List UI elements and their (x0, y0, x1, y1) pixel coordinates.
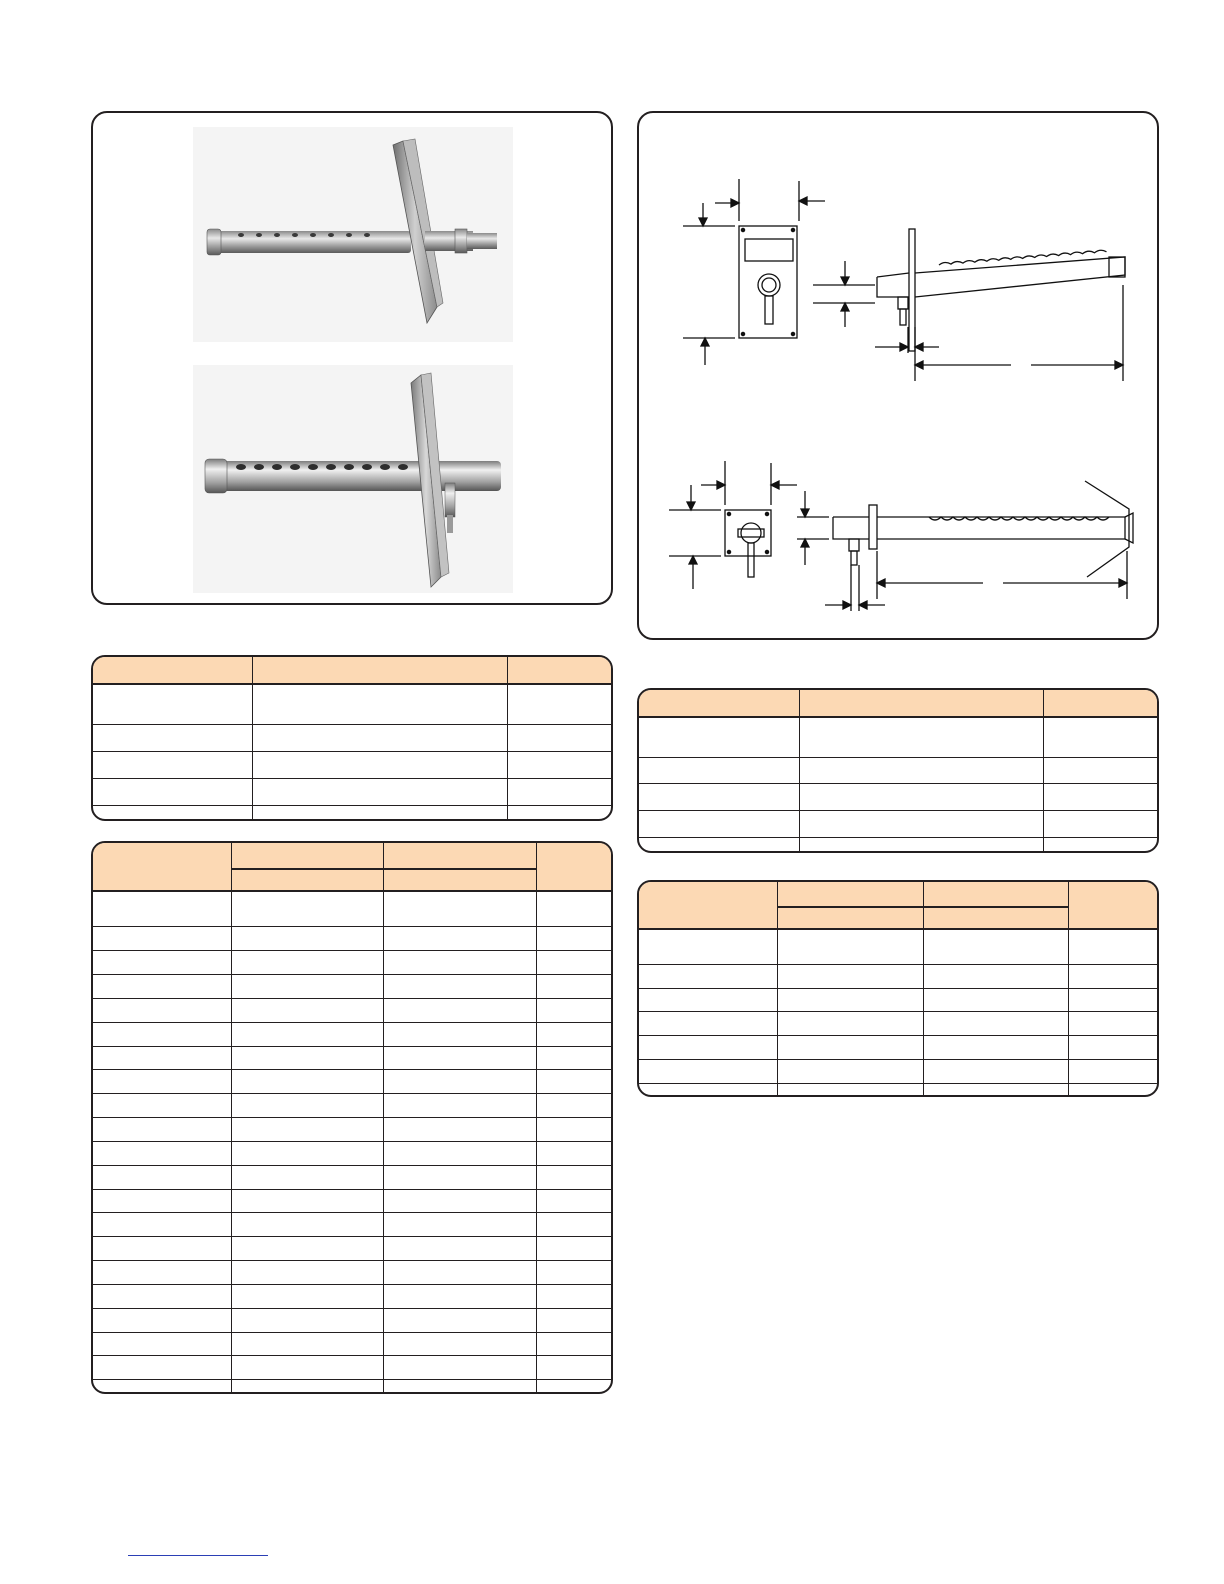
table-cell (639, 838, 799, 851)
table-cell (93, 779, 252, 806)
header-cell (923, 882, 1068, 907)
table-cell (777, 1012, 923, 1036)
table-cell (1068, 1083, 1157, 1095)
table-cell (777, 1059, 923, 1083)
header-cell (252, 657, 507, 684)
left-spec-table (91, 655, 613, 821)
right-spec-table (637, 688, 1159, 853)
header-cell (93, 657, 252, 684)
table-cell (252, 806, 507, 820)
table-cell (923, 1036, 1068, 1060)
table-cell (93, 1284, 231, 1308)
table-cell (231, 1046, 383, 1070)
table-cell (507, 779, 611, 806)
table-cell (93, 1141, 231, 1165)
table-cell (231, 951, 383, 975)
table-cell (231, 1261, 383, 1285)
table-cell (777, 1083, 923, 1095)
table-cell (1043, 757, 1157, 784)
table-cell (93, 1380, 231, 1392)
table-cell (93, 1094, 231, 1118)
front-and-side-view-drawing-a (639, 113, 1159, 640)
header-cell (383, 843, 536, 869)
table-cell (536, 1284, 611, 1308)
table-cell (93, 1118, 231, 1142)
photo-panel (91, 111, 613, 605)
table-cell (536, 1094, 611, 1118)
table-cell (383, 1070, 536, 1094)
table-cell (383, 1118, 536, 1142)
table-cell (536, 1380, 611, 1392)
table-cell (1068, 929, 1157, 965)
table-cell (231, 1356, 383, 1380)
header-cell (923, 907, 1068, 929)
table-cell (639, 988, 777, 1012)
table-cell (639, 1012, 777, 1036)
header-cell (639, 882, 777, 929)
table-cell (383, 1261, 536, 1285)
table-cell (93, 752, 252, 779)
table-cell (383, 1022, 536, 1046)
header-cell (231, 869, 383, 891)
table-cell (1068, 1012, 1157, 1036)
table-cell (93, 1022, 231, 1046)
table-cell (536, 1308, 611, 1332)
table-cell (536, 1213, 611, 1237)
table-cell (383, 927, 536, 951)
table-cell (93, 1070, 231, 1094)
table-cell (383, 1308, 536, 1332)
table-cell (1043, 838, 1157, 851)
table-cell (231, 1213, 383, 1237)
table-cell (383, 1356, 536, 1380)
table-cell (93, 974, 231, 998)
table-cell (231, 1070, 383, 1094)
table-cell (93, 1356, 231, 1380)
header-cell (231, 843, 383, 869)
table-cell (1068, 988, 1157, 1012)
table-cell (383, 998, 536, 1022)
table-cell (93, 951, 231, 975)
table-cell (639, 757, 799, 784)
header-cell (777, 907, 923, 929)
table-cell (93, 1332, 231, 1356)
table-cell (639, 717, 799, 757)
table-cell (536, 1189, 611, 1213)
table-cell (252, 684, 507, 725)
table-cell (383, 1165, 536, 1189)
table-cell (93, 1261, 231, 1285)
table-cell (1068, 965, 1157, 989)
header-cell (93, 843, 231, 891)
table-cell (777, 988, 923, 1012)
table-cell (799, 757, 1043, 784)
table-cell (383, 1094, 536, 1118)
table-cell (639, 1083, 777, 1095)
table-cell (93, 1165, 231, 1189)
table-cell (639, 1059, 777, 1083)
header-cell (1068, 882, 1157, 929)
table-cell (639, 1036, 777, 1060)
table-cell (383, 974, 536, 998)
table-cell (93, 927, 231, 951)
table-cell (383, 1332, 536, 1356)
table-cell (536, 1165, 611, 1189)
burner-photo-top (193, 127, 513, 342)
table-cell (231, 998, 383, 1022)
table-cell (923, 988, 1068, 1012)
table-cell (231, 1022, 383, 1046)
table-cell (536, 1046, 611, 1070)
table-cell (639, 929, 777, 965)
header-cell (383, 869, 536, 891)
header-cell (507, 657, 611, 684)
burner-photo-bottom (193, 365, 513, 593)
table-cell (536, 1237, 611, 1261)
table-cell (507, 806, 611, 820)
table-cell (383, 951, 536, 975)
table-cell (799, 717, 1043, 757)
header-cell (799, 690, 1043, 717)
table-cell (93, 1046, 231, 1070)
table-cell (923, 965, 1068, 989)
table-cell (639, 965, 777, 989)
table-cell (383, 891, 536, 927)
table-cell (799, 838, 1043, 851)
table-cell (1043, 811, 1157, 838)
table-cell (231, 1284, 383, 1308)
table-cell (252, 725, 507, 752)
table-cell (231, 891, 383, 927)
table-cell (252, 779, 507, 806)
table-cell (923, 1083, 1068, 1095)
table-cell (383, 1189, 536, 1213)
table-cell (231, 1332, 383, 1356)
table-cell (923, 1012, 1068, 1036)
table-cell (1043, 717, 1157, 757)
table-cell (799, 811, 1043, 838)
header-cell (639, 690, 799, 717)
table-cell (639, 811, 799, 838)
table-cell (923, 929, 1068, 965)
table-cell (536, 1332, 611, 1356)
table-cell (231, 1308, 383, 1332)
table-cell (777, 929, 923, 965)
table-cell (252, 752, 507, 779)
table-cell (777, 1036, 923, 1060)
table-cell (383, 1213, 536, 1237)
table-cell (1043, 784, 1157, 811)
table-cell (536, 1070, 611, 1094)
table-cell (383, 1237, 536, 1261)
table-cell (231, 974, 383, 998)
table-cell (231, 1237, 383, 1261)
table-cell (231, 1380, 383, 1392)
table-cell (507, 684, 611, 725)
table-cell (231, 1118, 383, 1142)
table-cell (639, 784, 799, 811)
table-cell (1068, 1059, 1157, 1083)
table-cell (93, 1189, 231, 1213)
table-cell (777, 965, 923, 989)
footer-link[interactable] (128, 1555, 268, 1556)
table-cell (536, 951, 611, 975)
table-cell (536, 1141, 611, 1165)
table-cell (93, 1308, 231, 1332)
table-cell (93, 684, 252, 725)
table-cell (231, 1141, 383, 1165)
table-cell (536, 998, 611, 1022)
table-cell (93, 1213, 231, 1237)
table-cell (507, 725, 611, 752)
table-cell (507, 752, 611, 779)
table-cell (93, 725, 252, 752)
table-cell (383, 1046, 536, 1070)
right-data-table (637, 880, 1159, 1097)
table-cell (93, 891, 231, 927)
table-cell (93, 998, 231, 1022)
left-data-table (91, 841, 613, 1394)
table-cell (536, 891, 611, 927)
diagram-panel (637, 111, 1159, 640)
header-cell (536, 843, 611, 891)
table-cell (799, 784, 1043, 811)
table-cell (383, 1141, 536, 1165)
header-cell (777, 882, 923, 907)
table-cell (536, 1261, 611, 1285)
table-cell (536, 927, 611, 951)
table-cell (93, 806, 252, 820)
table-cell (231, 1189, 383, 1213)
table-cell (231, 927, 383, 951)
table-cell (231, 1094, 383, 1118)
table-cell (536, 1356, 611, 1380)
table-cell (536, 974, 611, 998)
table-cell (93, 1237, 231, 1261)
table-cell (923, 1059, 1068, 1083)
table-cell (383, 1380, 536, 1392)
header-cell (1043, 690, 1157, 717)
table-cell (383, 1284, 536, 1308)
table-cell (1068, 1036, 1157, 1060)
table-cell (231, 1165, 383, 1189)
table-cell (536, 1022, 611, 1046)
table-cell (536, 1118, 611, 1142)
